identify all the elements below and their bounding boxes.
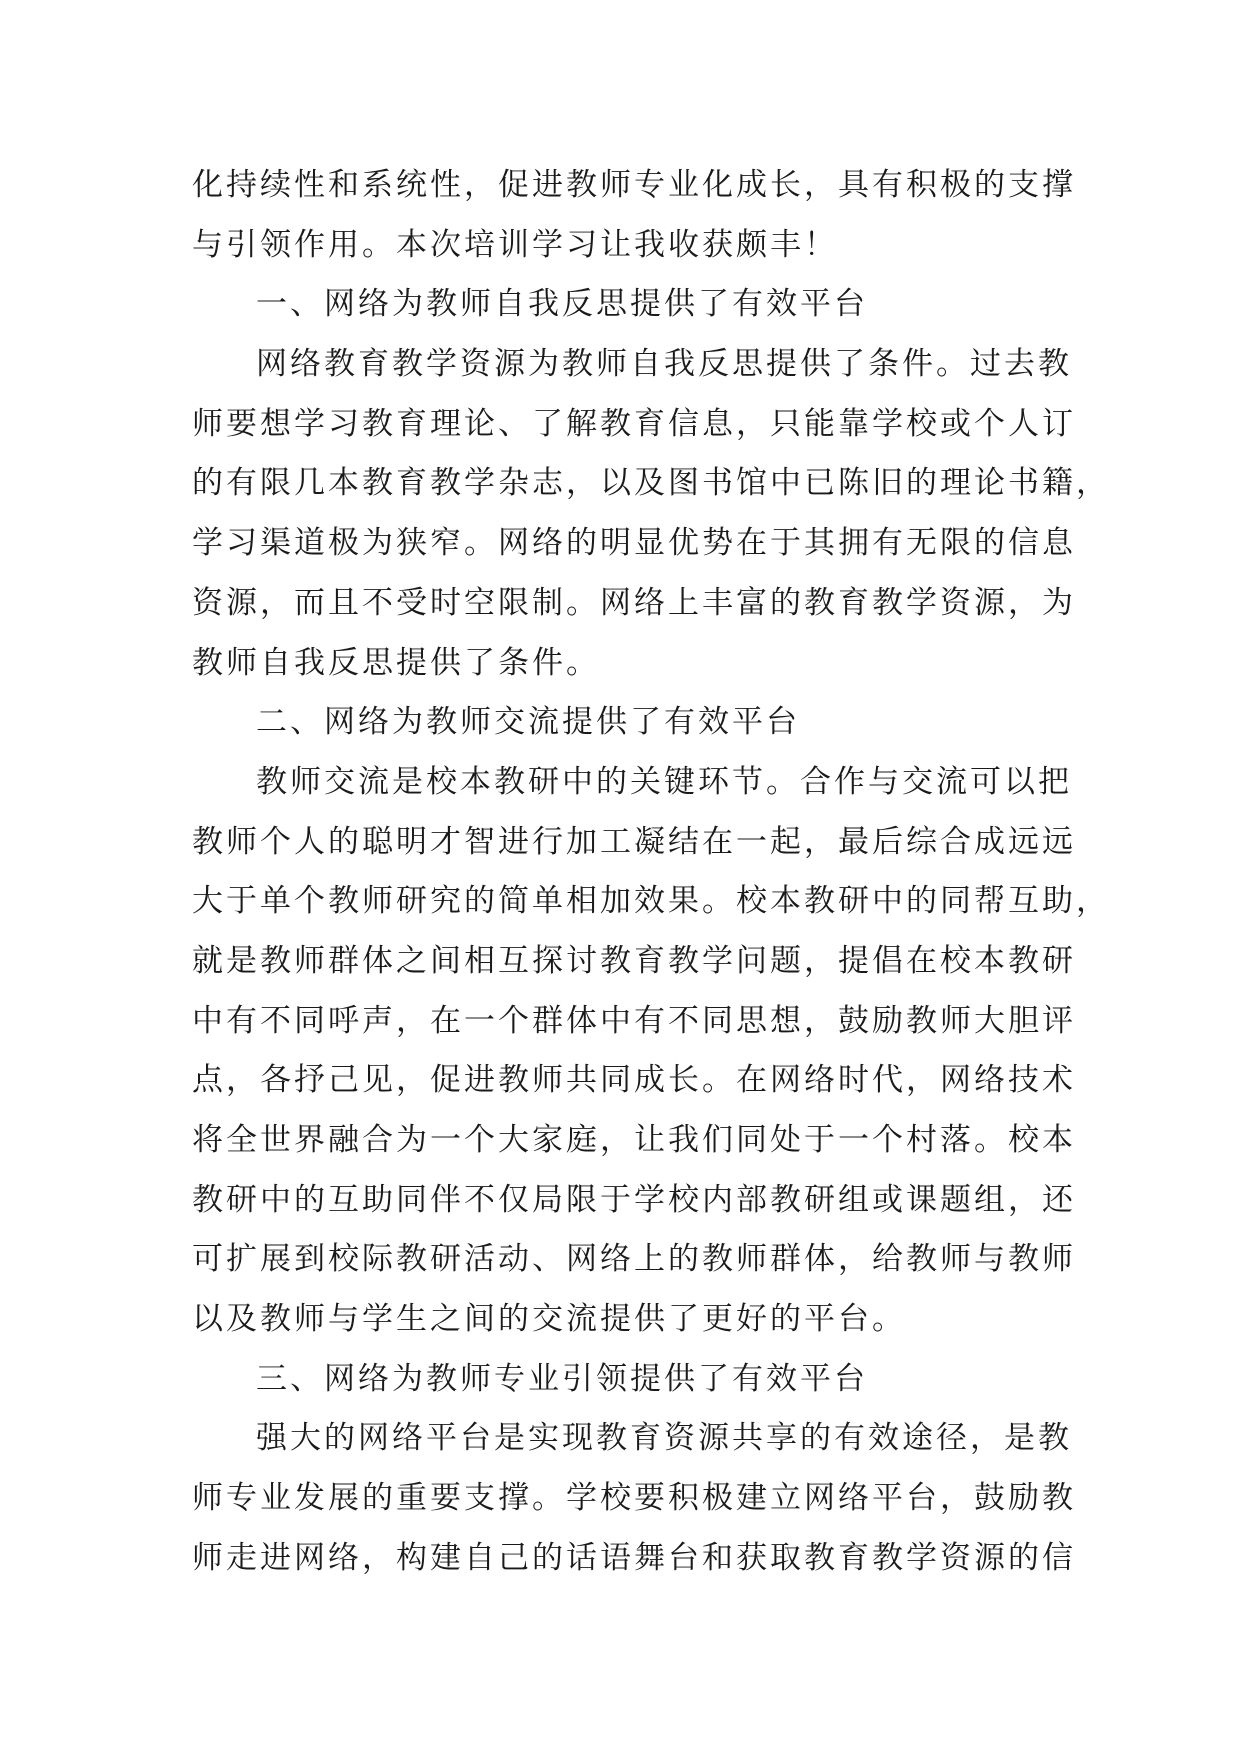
body-line: 将全世界融合为一个大家庭，让我们同处于一个村落。校本	[192, 1122, 1076, 1158]
paragraph-start: 网络教育教学资源为教师自我反思提供了条件。过去教	[256, 346, 1072, 383]
paragraph-start: 强大的网络平台是实现教育资源共享的有效途径，是教	[256, 1420, 1072, 1457]
body-line: 化持续性和系统性，促进教师专业化成长，具有积极的支撑	[192, 167, 1076, 203]
body-line: 师要想学习教育理论、了解教育信息，只能靠学校或个人订	[192, 405, 1076, 442]
body-line: 就是教师群体之间相互探讨教育教学问题，提倡在校本教研	[192, 942, 1076, 979]
body-line: 中有不同呼声，在一个群体中有不同思想，鼓励教师大胆评	[192, 1002, 1076, 1039]
body-line: 师走进网络，构建自己的话语舞台和获取教育教学资源的信	[192, 1539, 1076, 1576]
section-heading-2: 二、网络为教师交流提供了有效平台	[256, 704, 800, 741]
body-line: 大于单个教师研究的简单相加效果。校本教研中的同帮互助，	[192, 883, 1110, 920]
body-line: 以及教师与学生之间的交流提供了更好的平台。	[192, 1301, 906, 1338]
body-line: 教师自我反思提供了条件。	[192, 644, 600, 681]
section-heading-3: 三、网络为教师专业引领提供了有效平台	[256, 1360, 868, 1397]
body-line: 教师个人的聪明才智进行加工凝结在一起，最后综合成远远	[192, 823, 1076, 860]
body-line: 的有限几本教育教学杂志，以及图书馆中已陈旧的理论书籍，	[192, 465, 1110, 502]
paragraph-start: 教师交流是校本教研中的关键环节。合作与交流可以把	[256, 763, 1072, 800]
body-line: 点，各抒己见，促进教师共同成长。在网络时代，网络技术	[192, 1062, 1076, 1099]
section-heading-1: 一、网络为教师自我反思提供了有效平台	[256, 286, 868, 323]
body-line: 与引领作用。本次培训学习让我收获颇丰！	[192, 226, 838, 263]
body-line: 可扩展到校际教研活动、网络上的教师群体，给教师与教师	[192, 1241, 1076, 1278]
body-line: 资源，而且不受时空限制。网络上丰富的教育教学资源，为	[192, 584, 1076, 621]
document-body	[192, 156, 1110, 1589]
body-line: 师专业发展的重要支撑。学校要积极建立网络平台，鼓励教	[192, 1480, 1076, 1517]
body-line: 学习渠道极为狭窄。网络的明显优势在于其拥有无限的信息	[192, 525, 1076, 562]
body-line: 教研中的互助同伴不仅局限于学校内部教研组或课题组，还	[192, 1181, 1076, 1218]
